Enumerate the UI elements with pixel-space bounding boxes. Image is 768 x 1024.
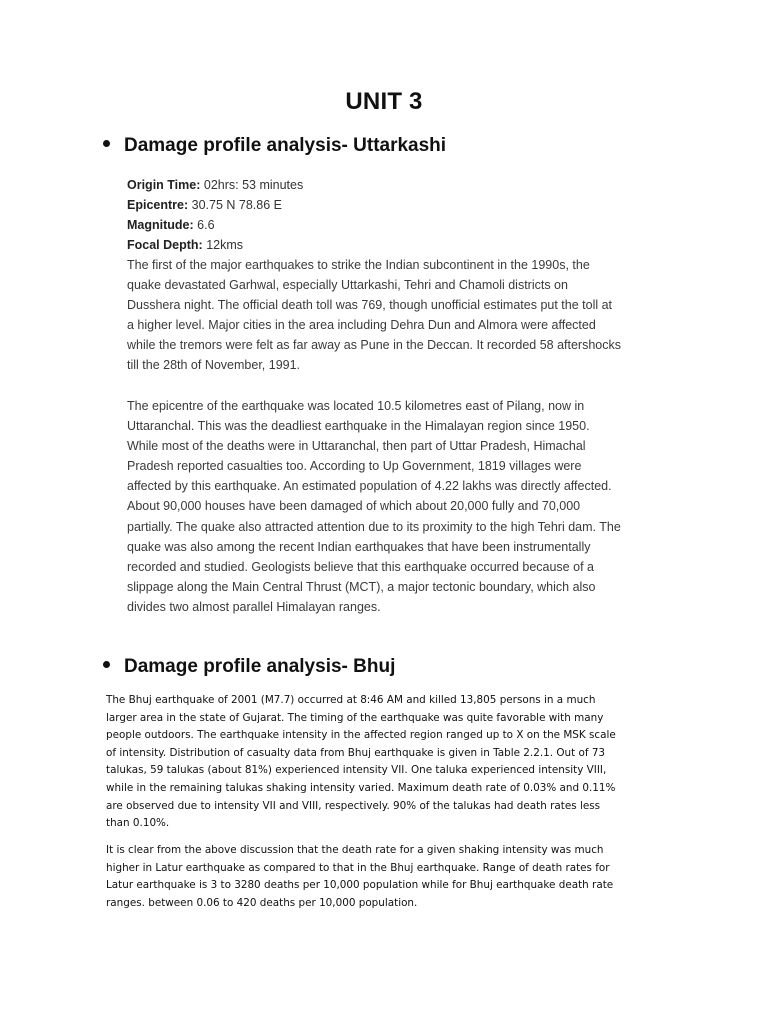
origin-time-label: Origin Time: [127,178,201,192]
uttarkashi-paragraph-2: The epicentre of the earthquake was located 10.5 kilometres east of Pilang, now in Uttaranchal. This was the deadliest earthquake in the Himalayan region since 1950. While most of the deaths were in Uttaranchal, then part of Uttar Pradesh, Himachal Pradesh reported casualties too. According to Up Government, 1819 villages were affected by this earthquake. An estimated population of 4.22 lakhs was directly affected. About 90,000 houses have been damaged of which about 20,000 fully and 70,000 partially. The quake also attracted attention due to its proximity to the high Tehri dam. The quake was also among the recent Indian earthquakes that have been instrumentally recorded and studied. Geologists believe that this earthquake occurred because of a slippage along the Main Central Thrust (MCT), a major tectonic boundary, which also divides two almost parallel Himalayan ranges. [127,399,621,614]
epicentre-value: 30.75 N 78.86 E [191,198,282,212]
section-heading-text: Damage profile analysis- Bhuj [124,656,396,677]
epicentre-row [127,195,627,215]
earthquake-details [127,175,627,255]
magnitude-value: 6.6 [197,218,215,232]
bullet-icon [103,661,110,668]
page-title: UNIT 3 [345,88,423,115]
origin-time-row [127,175,627,195]
magnitude-row [127,215,627,235]
origin-time-value: 02hrs: 53 minutes [203,178,304,192]
focal-depth-label: Focal Depth: [127,238,203,252]
section-heading-bhuj [103,656,703,678]
section-heading-text: Damage profile analysis- Uttarkashi [124,135,447,156]
bullet-icon [103,140,110,147]
epicentre-label: Epicentre: [127,198,189,212]
magnitude-label: Magnitude: [127,218,194,232]
focal-depth-row [127,235,627,255]
focal-depth-value: 12kms [206,238,244,252]
uttarkashi-paragraph-1: The first of the major earthquakes to strike the Indian subcontinent in the 1990s, the quake devastated Garhwal, especially Uttarkashi, Tehri and Chamoli districts on Dusshera night. The official death toll was 769, though unofficial estimates put the toll at a higher level. Major cities in the area including Dehra Dun and Almora were affected while the tremors were felt as far away as Pune in the Deccan. It recorded 58 aftershocks till the 28th of November, 1991. [127,258,621,373]
section-heading-uttarkashi [103,135,703,157]
bhuj-paragraph-1: The Bhuj earthquake of 2001 (M7.7) occurred at 8:46 AM and killed 13,805 persons in a much larger area in the state of Gujarat. The timing of the earthquake was quite favorable with many people outdoors. The earthquake intensity in the affected region ranged up to X on the MSK scale of intensity. Distribution of casualty data from Bhuj earthquake is given in Table 2.2.1. Out of 73 talukas, 59 talukas (about 81%) experienced intensity VII. One taluka experienced intensity VIII, while in the remaining talukas shaking intensity varied. Maximum death rate of 0.03% and 0.11% are observed due to intensity VII and VIII, respectively. 90% of the talukas had death rates less than 0.10%. [106,694,616,830]
bhuj-paragraph-2: It is clear from the above discussion that the death rate for a given shaking intensity was much higher in Latur earthquake as compared to that in the Bhuj earthquake. Range of death rates for Latur earthquake is 3 to 3280 deaths per 10,000 population while for Bhuj earthquake death rate ranges. between 0.06 to 420 deaths per 10,000 population. [106,844,614,909]
